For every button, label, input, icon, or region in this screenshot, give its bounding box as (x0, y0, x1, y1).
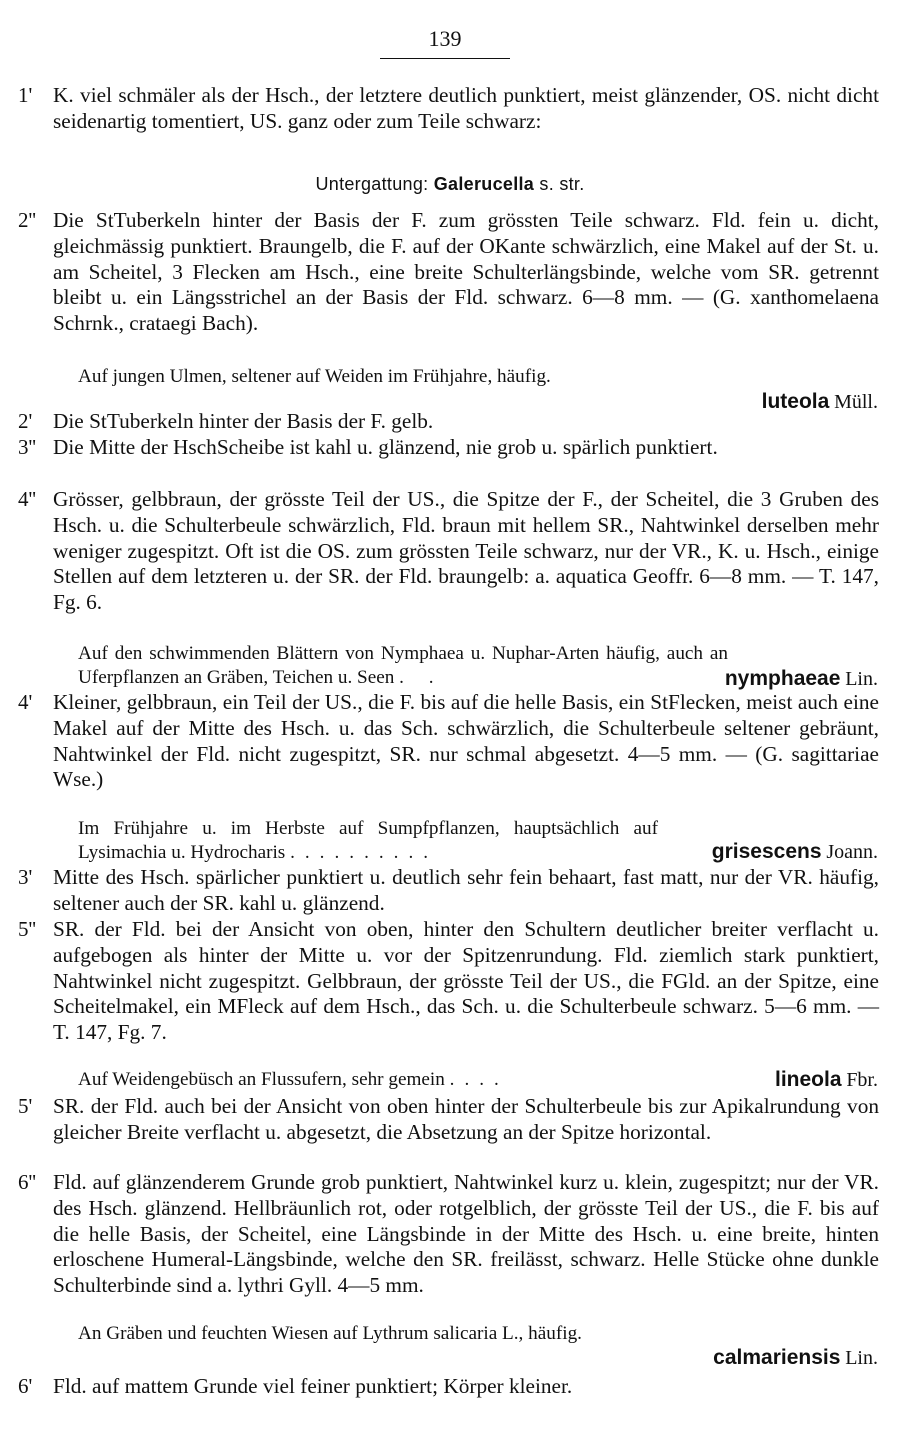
entry-text: Kleiner, gelbbraun, ein Teil der US., die F. bis auf die helle Basis, ein StFlecken, meist auch eine Makel auf der Mitte des Hsch. u. das Sch. schwärzlich, die Schulterbeule seltener gebräunt, Nahtwinkel der Fld. nicht zugespitzt, SR. nur schmal abgesetzt. 4—5 mm. — (G. sagittariae Wse.) (53, 690, 879, 792)
subgenus-heading (0, 172, 900, 196)
species-line (725, 667, 878, 692)
species-author: Joann. (826, 841, 878, 863)
habitat-text (78, 642, 728, 690)
species-name: luteola (761, 390, 830, 413)
habitat-text: Auf jungen Ulmen, seltener auf Weiden im Frühjahre, häufig. (78, 366, 551, 387)
entry-text: Fld. auf mattem Grunde viel feiner punktiert; Körper kleiner. (53, 1374, 573, 1398)
habitat-text: An Gräben und feuchten Wiesen auf Lythrum salicaria L., häufig. (78, 1323, 582, 1344)
species-name: nymphaeae (724, 667, 841, 690)
entry-number: 1' (18, 83, 33, 107)
subgenus-suffix: s. str. (539, 174, 585, 194)
leader-dots: . . (399, 667, 444, 688)
entry-text: Die StTuberkeln hinter der Basis der F. zum grössten Teile schwarz. Fld. fein u. dicht, gleichmässig punktiert. Braungelb, die F. auf der OKante schwärzlich, eine Makel auf der St. u. am Scheitel, 3 Flecken am Hsch., eine breite Schulterlängsbinde, welche vom SR. getrennt bleibt u. ein Längsstrichel an der Basis der Fld. schwarz. 6—8 mm. — (G. xanthomelaena Schrnk., crataegi Bach). (53, 208, 879, 336)
entry-number: 5'' (18, 917, 37, 941)
leader-dots: .......... (290, 842, 439, 863)
entry-number: 6' (18, 1374, 33, 1398)
habitat-text (78, 817, 658, 865)
page-number: 139 (428, 26, 462, 51)
species-line (713, 1346, 878, 1371)
species-author: Fbr. (846, 1069, 878, 1091)
species-author: Müll. (834, 391, 878, 413)
species-name: lineola (774, 1068, 842, 1091)
habitat-text (78, 1068, 728, 1092)
entry-number: 4' (18, 690, 33, 714)
habitat-text-content: Auf Weidengebüsch an Flussufern, sehr gemein (78, 1069, 445, 1090)
entry-number: 2' (18, 409, 33, 433)
entry-number: 3' (18, 865, 33, 889)
habitat-text-content: Auf den schwimmenden Blättern von Nymphaea u. Nuphar-Arten häufig, auch an Uferpflanzen an Gräben, Teichen u. Seen (78, 643, 728, 688)
entry-number: 2'' (18, 208, 37, 232)
species-line (775, 1068, 878, 1093)
entry-text: Grösser, gelbbraun, der grösste Teil der US., die Spitze der F., der Scheitel, die 3 Gruben des Hsch. u. die Schulterbeule schwärzlich, Fld. braun mit hellem SR., Nahtwinkel derselben mehr weniger zugespitzt. Oft ist die OS. zum grössten Teile schwarz, nur der VR., K. u. Hsch., einige Stellen auf dem letzteren u. der SR. der Fld. braungelb: a. aquatica Geoffr. 6—8 mm. — T. 147, Fg. 6. (53, 487, 879, 615)
subgenus-prefix: Untergattung: (315, 174, 429, 194)
leader-dots: .... (449, 1069, 509, 1090)
entry-number: 5' (18, 1094, 33, 1118)
species-name: calmariensis (713, 1346, 841, 1369)
entry-text: Die StTuberkeln hinter der Basis der F. gelb. (53, 409, 434, 433)
species-line (712, 840, 878, 865)
entry-number: 4'' (18, 487, 37, 511)
entry-text: SR. der Fld. bei der Ansicht von oben, hinter den Schultern deutlicher breiter verflacht u. aufgebogen als hinter der Mitte u. vor der Spitzenrundung. Fld. ziemlich stark punktiert, Nahtwinkel nicht zugespitzt. Gelbbraun, der grösste Teil der US., die FGld. an der Spitze, eine Scheitelmakel, ein MFleck auf dem Hsch., das Sch. u. die Schulterbeule schwarz. 5—6 mm. — T. 147, Fg. 7. (53, 917, 879, 1045)
species-author: Lin. (845, 1347, 878, 1369)
species-author: Lin. (845, 668, 878, 690)
entry-text: Die Mitte der HschScheibe ist kahl u. glänzend, nie grob u. spärlich punktiert. (53, 435, 718, 459)
entry-text: SR. der Fld. auch bei der Ansicht von oben hinter der Schulterbeule bis zur Apikalrundung von gleicher Breite verflacht u. abgesetzt, die Absetzung an der Spitze horizontal. (53, 1094, 879, 1144)
header-rule (380, 58, 510, 59)
subgenus-name: Galerucella (433, 174, 535, 194)
habitat-text-content: Im Frühjahre u. im Herbste auf Sumpfpflanzen, hauptsächlich auf Lysimachia u. Hydrocharis (78, 818, 658, 863)
entry-number: 6'' (18, 1170, 37, 1194)
entry-text: Fld. auf glänzenderem Grunde grob punktiert, Nahtwinkel kurz u. klein, zugespitzt; nur der VR. des Hsch. glänzend. Hellbräunlich rot, oder rotgelblich, der grösste Teil der US., die F. bis auf die helle Basis, der Scheitel, eine Längsbinde in der Mitte des Hsch. u. eine breite, hinten erloschene Humeral-Längsbinde, welche den SR. freilässt, schwarz. Helle Stücke ohne dunkle Schulterbinde sind a. lythri Gyll. 4—5 mm. (53, 1170, 879, 1298)
species-name: grisescens (711, 840, 822, 863)
entry-text: K. viel schmäler als der Hsch., der letztere deutlich punktiert, meist glänzender, OS. nicht dicht seidenartig tomentiert, US. ganz oder zum Teile schwarz: (53, 83, 879, 133)
entry-number: 3'' (18, 435, 37, 459)
entry-text: Mitte des Hsch. spärlicher punktiert u. deutlich sehr fein behaart, fast matt, nur der VR. häufig, seltener auch der SR. kahl u. glänzend. (53, 865, 879, 915)
